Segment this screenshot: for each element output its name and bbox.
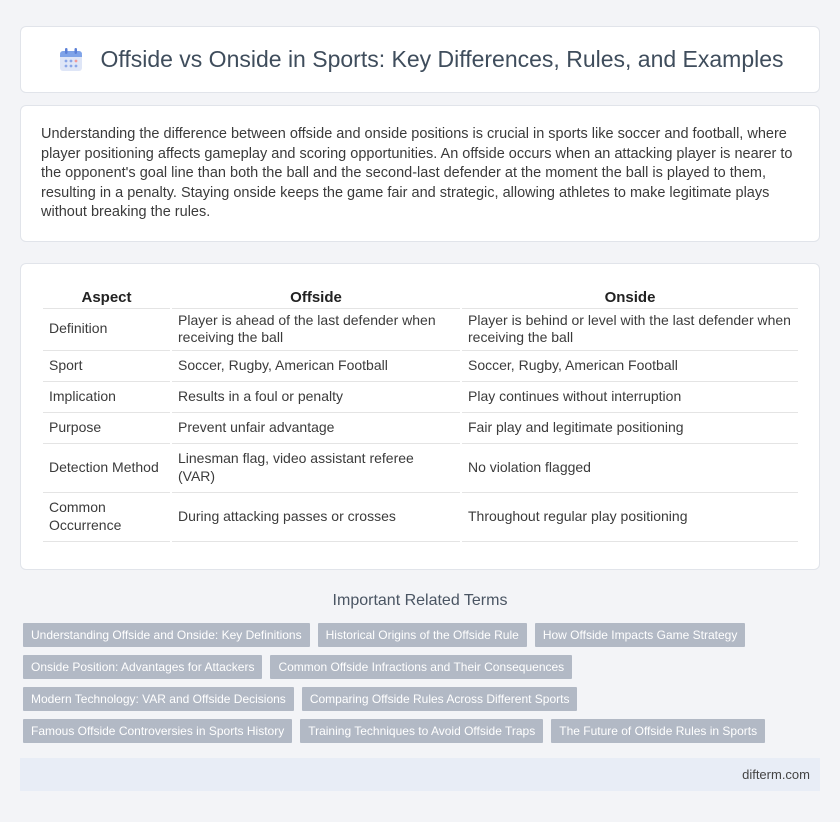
tag-row — [23, 687, 803, 711]
related-term-tag[interactable]: Training Techniques to Avoid Offside Traps — [300, 719, 543, 743]
header-card — [20, 26, 820, 93]
cell-onside: Player is behind or level with the last defender when receiving the ball — [461, 308, 798, 350]
cell-onside: No violation flagged — [461, 443, 798, 492]
related-term-tag[interactable]: Famous Offside Controversies in Sports History — [23, 719, 292, 743]
cell-onside: Play continues without interruption — [461, 381, 798, 412]
page-title: Offside vs Onside in Sports: Key Differences, Rules, and Examples — [100, 46, 784, 72]
related-term-tag[interactable]: Historical Origins of the Offside Rule — [318, 623, 527, 647]
cell-offside: Soccer, Rugby, American Football — [171, 350, 461, 381]
footer-brand[interactable]: difterm.com — [742, 767, 810, 782]
related-terms-list — [23, 623, 803, 751]
cell-offside: Player is ahead of the last defender when receiving the ball — [171, 308, 461, 350]
header-offside: Offside — [171, 287, 461, 308]
intro-paragraph: Understanding the difference between offside and onside positions is crucial in sports like soccer and football, where player positioning affects gameplay and scoring opportunities. An offside occurs when an attacking player is nearer to the opponent's goal line than both the ball and the second-last defender at the moment the ball is played to them, resulting in a penalty. Staying onside keeps the game fair and strategic, allowing athletes to make legitimate plays without breaking the rules. — [41, 126, 793, 220]
table-row — [43, 492, 798, 541]
table-header-row — [43, 287, 798, 308]
related-term-tag[interactable]: Understanding Offside and Onside: Key Definitions — [23, 623, 310, 647]
comparison-table — [43, 287, 798, 542]
comparison-table-card — [20, 263, 820, 570]
cell-aspect: Purpose — [43, 412, 171, 443]
related-term-tag[interactable]: Comparing Offside Rules Across Different Sports — [302, 687, 578, 711]
footer-bar — [20, 758, 820, 791]
tag-row — [23, 655, 803, 679]
cell-onside: Fair play and legitimate positioning — [461, 412, 798, 443]
tag-row — [23, 719, 803, 743]
cell-offside: During attacking passes or crosses — [171, 492, 461, 541]
header-onside: Onside — [461, 287, 798, 308]
cell-aspect: Detection Method — [43, 443, 171, 492]
related-term-tag[interactable]: Onside Position: Advantages for Attackers — [23, 655, 262, 679]
related-term-tag[interactable]: The Future of Offside Rules in Sports — [551, 719, 765, 743]
related-term-tag[interactable]: Common Offside Infractions and Their Consequences — [270, 655, 572, 679]
tag-row — [23, 623, 803, 647]
related-term-tag[interactable]: Modern Technology: VAR and Offside Decisions — [23, 687, 294, 711]
table-row — [43, 350, 798, 381]
cell-aspect: Definition — [43, 308, 171, 350]
cell-onside: Throughout regular play positioning — [461, 492, 798, 541]
table-row — [43, 381, 798, 412]
cell-aspect: Common Occurrence — [43, 492, 171, 541]
cell-onside: Soccer, Rugby, American Football — [461, 350, 798, 381]
cell-offside: Linesman flag, video assistant referee (VAR) — [171, 443, 461, 492]
header-aspect: Aspect — [43, 287, 171, 308]
related-term-tag[interactable]: How Offside Impacts Game Strategy — [535, 623, 746, 647]
table-row — [43, 308, 798, 350]
calendar-icon — [56, 45, 86, 75]
table-row — [43, 412, 798, 443]
cell-offside: Prevent unfair advantage — [171, 412, 461, 443]
table-row — [43, 443, 798, 492]
cell-offside: Results in a foul or penalty — [171, 381, 461, 412]
related-terms-title: Important Related Terms — [332, 592, 508, 609]
cell-aspect: Sport — [43, 350, 171, 381]
intro-card — [20, 105, 820, 242]
cell-aspect: Implication — [43, 381, 171, 412]
